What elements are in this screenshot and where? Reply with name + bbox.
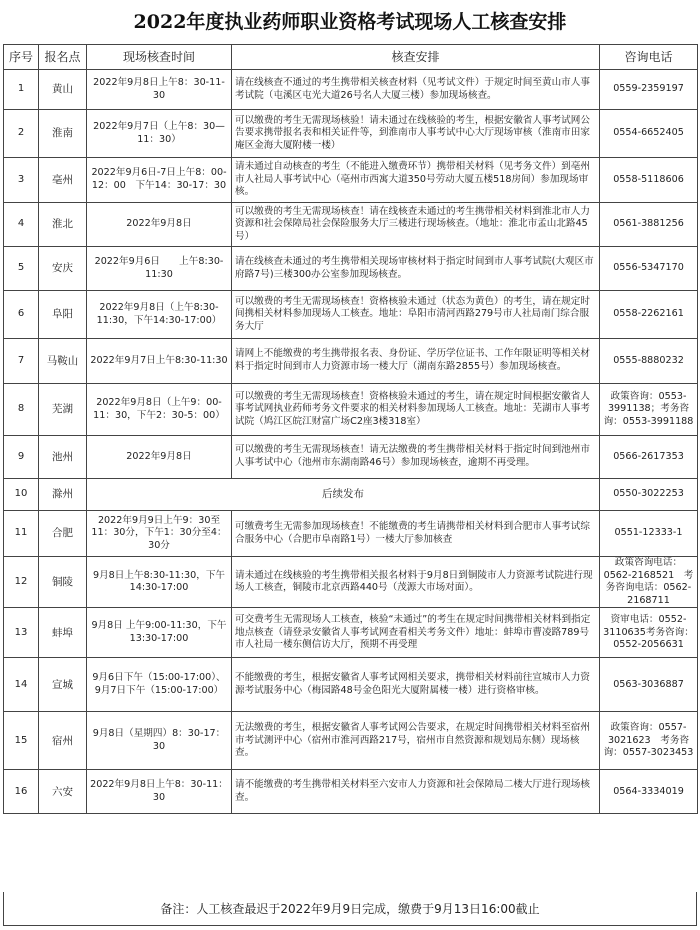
row-phone: 0558-5118606 [600,158,698,203]
row-no: 11 [4,511,39,557]
row-city: 铜陵 [39,557,87,608]
row-no: 13 [4,608,39,658]
row-no: 16 [4,770,39,814]
row-no: 10 [4,479,39,511]
table-row [4,247,698,291]
footer-note: 备注：人工核查最迟于2022年9月9日完成，缴费于9月13日16:00截止 [3,892,697,926]
table-row [4,203,698,247]
row-no: 15 [4,712,39,770]
table-row [4,291,698,339]
row-time: 2022年9月7日上午8:30-11:30 [87,339,232,384]
row-phone: 0558-2262161 [600,291,698,339]
page-title: 2022年度执业药师职业资格考试现场人工核查安排 [133,11,567,33]
row-phone: 政策咨询电话：0562-2168521 考务咨询电话：0562-2168711 [600,557,698,608]
row-arrangement: 可以缴费的考生无需现场核验！请未通过在线核验的考生，根据安徽省人事考试网公告要求携带报名表和相关证件等，到淮南市人事考试中心大厅现场审核（淮南市田家庵区金海大厦附楼一楼） [232,110,600,158]
header-phone: 咨询电话 [600,45,698,70]
row-time: 2022年9月6日 上午8:30-11:30 [87,247,232,291]
row-phone: 0556-5347170 [600,247,698,291]
table-row [4,658,698,712]
row-time: 9月8日上午8:30-11:30，下午14:30-17:00 [87,557,232,608]
table-row [4,384,698,436]
row-city: 阜阳 [39,291,87,339]
row-city: 宣城 [39,658,87,712]
row-time: 2022年9月6日-7日上午8：00-12：00 下午14：30-17：30 [87,158,232,203]
row-arrangement: 可以缴费的考生无需现场核查！资格核验未通过（状态为黄色）的考生，请在规定时间携相关材料参加现场人工核查。地址：阜阳市清河西路279号市人社局南门综合服务大厅 [232,291,600,339]
row-arrangement: 请在线核查不通过的考生携带相关核查材料（见考试文件）于规定时间至黄山市人事考试院（屯溪区屯光大道26号名人大厦三楼）参加现场核查。 [232,70,600,110]
row-arrangement: 无法缴费的考生，根据安徽省人事考试网公告要求，在规定时间携带相关材料至宿州市考试测评中心（宿州市淮河西路217号，宿州市自然资源和规划局东侧）现场核查。 [232,712,600,770]
row-city: 淮南 [39,110,87,158]
row-city: 亳州 [39,158,87,203]
row-phone: 0563-3036887 [600,658,698,712]
row-time: 9月6日下午（15:00-17:00）、9月7日下午（15:00-17:00） [87,658,232,712]
row-arrangement: 可以缴费的考生无需现场核查！请在线核查未通过的考生携带相关材料到淮北市人力资源和社会保障局社会保险服务大厅三楼进行现场核查。（地址：淮北市孟山北路45号） [232,203,600,247]
table-row [4,339,698,384]
row-no: 5 [4,247,39,291]
row-no: 8 [4,384,39,436]
row-no: 14 [4,658,39,712]
table-row [4,110,698,158]
row-time: 9月8日（星期四）8：30-17：30 [87,712,232,770]
row-city: 马鞍山 [39,339,87,384]
table-row [4,479,698,511]
header-time: 现场核查时间 [87,45,232,70]
row-city: 滁州 [39,479,87,511]
row-city: 蚌埠 [39,608,87,658]
row-time: 2022年9月7日（上午8：30—11：30） [87,110,232,158]
row-city: 淮北 [39,203,87,247]
row-city: 黄山 [39,70,87,110]
table-row [4,712,698,770]
table-row [4,436,698,479]
row-phone: 0561-3881256 [600,203,698,247]
table-row [4,511,698,557]
row-time: 2022年9月8日上午8：30-11：30 [87,770,232,814]
row-no: 2 [4,110,39,158]
row-arrangement: 可以缴费的考生无需现场核查！请无法缴费的考生携带相关材料于指定时间到池州市人事考试中心（池州市东湖南路46号）参加现场核查，逾期不再受理。 [232,436,600,479]
row-arrangement: 可交费考生无需现场人工核查，核验“未通过”的考生在规定时间携带相关材料到指定地点核查（请登录安徽省人事考试网查看相关考务文件）地址：蚌埠市曹凌路789号市人社局一楼东侧信访大厅，预期不再受理 [232,608,600,658]
row-merged-note: 后续发布 [87,479,600,511]
row-arrangement: 不能缴费的考生，根据安徽省人事考试网相关要求，携带相关材料前往宣城市人力资源考试服务中心（梅园路48号金色阳光大厦附属楼一楼）进行资格审核。 [232,658,600,712]
row-time: 9月8日 上午9:00-11:30，下午13:30-17:00 [87,608,232,658]
row-phone: 政策咨询：0557-3021623 考务咨询：0557-3023453 [600,712,698,770]
row-no: 7 [4,339,39,384]
row-city: 六安 [39,770,87,814]
row-no: 12 [4,557,39,608]
header-city: 报名点 [39,45,87,70]
row-phone: 0554-6652405 [600,110,698,158]
row-phone: 0566-2617353 [600,436,698,479]
row-arrangement: 请未通过在线核验的考生携带相关报名材料于9月8日到铜陵市人力资源考试院进行现场人工核查，铜陵市北京西路440号（茂源大市场对面）。 [232,557,600,608]
row-phone: 0551-12333-1 [600,511,698,557]
row-phone: 0555-8880232 [600,339,698,384]
row-phone: 0564-3334019 [600,770,698,814]
row-arrangement: 请不能缴费的考生携带相关材料至六安市人力资源和社会保障局二楼大厅进行现场核查。 [232,770,600,814]
row-time: 2022年9月8日 [87,203,232,247]
table-row [4,158,698,203]
row-phone: 资审电话：0552-3110635考务咨询：0552-2056631 [600,608,698,658]
row-city: 合肥 [39,511,87,557]
row-city: 宿州 [39,712,87,770]
row-phone: 0559-2359197 [600,70,698,110]
header-no: 序号 [4,45,39,70]
row-city: 芜湖 [39,384,87,436]
row-time: 2022年9月8日 [87,436,232,479]
row-city: 池州 [39,436,87,479]
row-arrangement: 可以缴费的考生无需现场核查！资格核验未通过的考生，请在规定时间根据安徽省人事考试网执业药师考务文件要求的相关材料参加现场人工核查。地址：芜湖市人事考试院（鸠江区皖江财富广场C2座3楼318室） [232,384,600,436]
row-no: 6 [4,291,39,339]
header-arrangement: 核查安排 [232,45,600,70]
row-time: 2022年9月8日（上午9：00-11：30，下午2：30-5：00） [87,384,232,436]
table-row [4,557,698,608]
row-arrangement: 请未通过自动核查的考生（不能进入缴费环节）携带相关材料（见考务文件）到亳州市人社局人事考试中心（亳州市西寓大道350号劳动大厦五楼518房间）参加现场审核。 [232,158,600,203]
row-arrangement: 请在线核查未通过的考生携带相关现场审核材料于指定时间到市人事考试院(大观区市府路7号)三楼300办公室参加现场核查。 [232,247,600,291]
row-phone: 0550-3022253 [600,479,698,511]
row-time: 2022年9月8日上午8：30-11-30 [87,70,232,110]
row-no: 4 [4,203,39,247]
schedule-table [3,44,698,814]
row-time: 2022年9月9日上午9：30至11：30分，下午1：30分至4：30分 [87,511,232,557]
row-city: 安庆 [39,247,87,291]
row-time: 2022年9月8日（上午8:30-11:30，下午14:30-17:00） [87,291,232,339]
table-header-row [4,45,698,70]
row-no: 1 [4,70,39,110]
table-row [4,608,698,658]
row-phone: 政策咨询：0553-3991138；考务咨询：0553-3991188 [600,384,698,436]
row-arrangement: 可缴费考生无需参加现场核查！不能缴费的考生请携带相关材料到合肥市人事考试综合服务中心（合肥市阜南路1号）一楼大厅参加核查 [232,511,600,557]
row-arrangement: 请网上不能缴费的考生携带报名表、身份证、学历学位证书、工作年限证明等相关材料于指定时间到市人力资源市场一楼大厅（湖南东路2855号）参加现场核查。 [232,339,600,384]
table-row [4,70,698,110]
table-row [4,770,698,814]
row-no: 9 [4,436,39,479]
row-no: 3 [4,158,39,203]
